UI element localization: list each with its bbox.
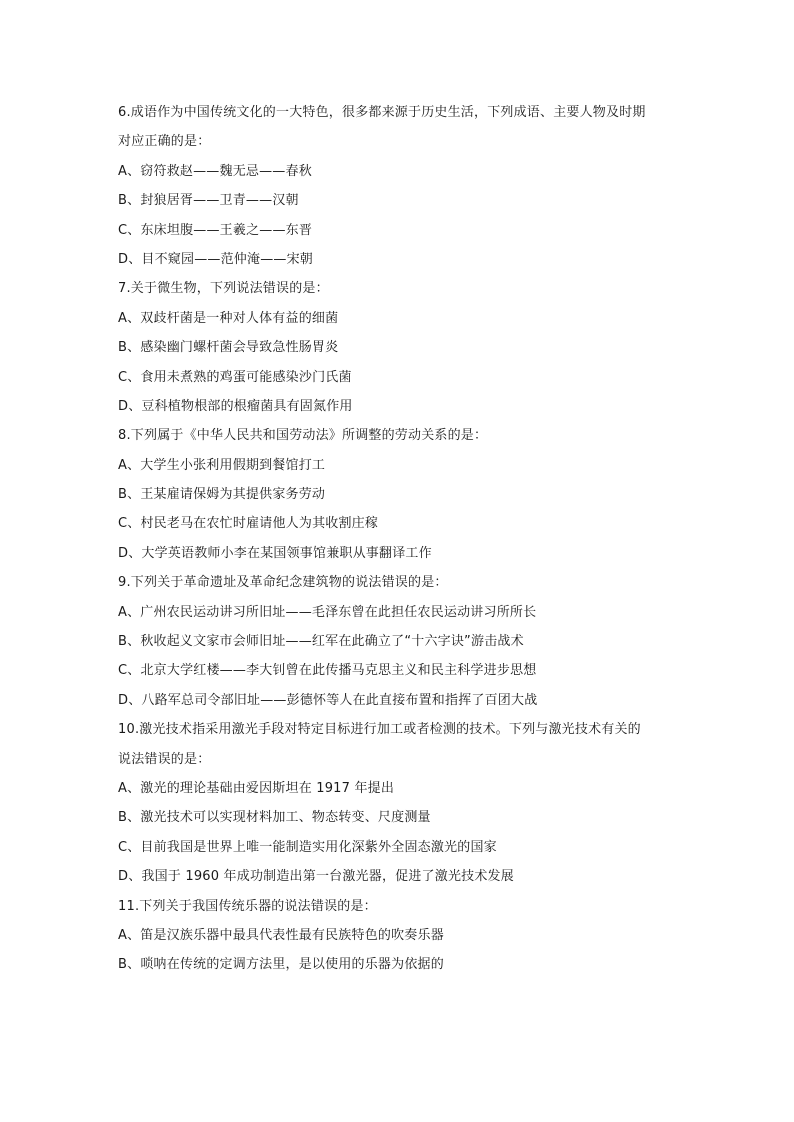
question-9-option-a: A、广州农民运动讲习所旧址——毛泽东曾在此担任农民运动讲习所所长 (118, 604, 537, 620)
question-6-option-d: D、目不窥园——范仲淹——宋朝 (118, 251, 314, 267)
question-9-option-c: C、北京大学红楼——李大钊曾在此传播马克思主义和民主科学进步思想 (118, 663, 537, 679)
question-6 (118, 98, 683, 274)
question-11-option-a: A、笛是汉族乐器中最具代表性最有民族特色的吹奏乐器 (118, 927, 444, 943)
question-6-option-b: B、封狼居胥——卫青——汉朝 (118, 193, 299, 209)
question-9-option-d: D、八路军总司令部旧址——彭德怀等人在此直接布置和指挥了百团大战 (118, 692, 538, 708)
question-11-stem: 11.下列关于我国传统乐器的说法错误的是： (118, 898, 377, 914)
question-10-option-b: B、激光技术可以实现材料加工、物态转变、尺度测量 (118, 810, 431, 826)
question-10 (118, 715, 683, 891)
question-9-stem: 9.下列关于革命遗址及革命纪念建筑物的说法错误的是： (118, 575, 448, 591)
question-8-option-a: A、大学生小张利用假期到餐馆打工 (118, 457, 326, 473)
question-10-option-c: C、目前我国是世界上唯一能制造实用化深紫外全固态激光的国家 (118, 839, 497, 855)
question-8 (118, 421, 683, 568)
question-6-option-a: A、窃符救赵——魏无忌——春秋 (118, 163, 312, 179)
question-11 (118, 892, 683, 980)
question-7-option-b: B、感染幽门螺杆菌会导致急性肠胃炎 (118, 340, 339, 356)
question-11-option-b: B、唢呐在传统的定调方法里，是以使用的乐器为依据的 (118, 957, 444, 973)
question-8-stem: 8.下列属于《中华人民共和国劳动法》所调整的劳动关系的是： (118, 428, 488, 444)
question-10-option-a: A、激光的理论基础由爱因斯坦在 1917 年提出 (118, 780, 395, 796)
question-10-stem-line-2: 说法错误的是： (118, 751, 211, 767)
question-7-option-a: A、双歧杆菌是一种对人体有益的细菌 (118, 310, 339, 326)
question-9 (118, 568, 683, 715)
question-6-stem-line-2: 对应正确的是： (118, 134, 211, 150)
question-10-stem-line-1: 10.激光技术指采用激光手段对特定目标进行加工或者检测的技术。下列与激光技术有关的 (118, 722, 641, 738)
question-7-option-c: C、食用未煮熟的鸡蛋可能感染沙门氏菌 (118, 369, 352, 385)
question-10-option-d: D、我国于 1960 年成功制造出第一台激光器，促进了激光技术发展 (118, 869, 514, 885)
question-7-option-d: D、豆科植物根部的根瘤菌具有固氮作用 (118, 398, 353, 414)
question-8-option-b: B、王某雇请保姆为其提供家务劳动 (118, 487, 326, 503)
question-8-option-d: D、大学英语教师小李在某国领事馆兼职从事翻译工作 (118, 545, 432, 561)
question-6-stem-line-1: 6.成语作为中国传统文化的一大特色，很多都来源于历史生活，下列成语、主要人物及时期 (118, 105, 646, 120)
question-8-option-c: C、村民老马在农忙时雇请他人为其收割庄稼 (118, 516, 379, 532)
question-7 (118, 274, 683, 421)
question-7-stem: 7.关于微生物，下列说法错误的是： (118, 281, 329, 297)
question-6-option-c: C、东床坦腹——王羲之——东晋 (118, 222, 313, 238)
question-9-option-b: B、秋收起义文家市会师旧址——红军在此确立了“十六字诀”游击战术 (118, 634, 524, 650)
question-list (118, 98, 683, 980)
